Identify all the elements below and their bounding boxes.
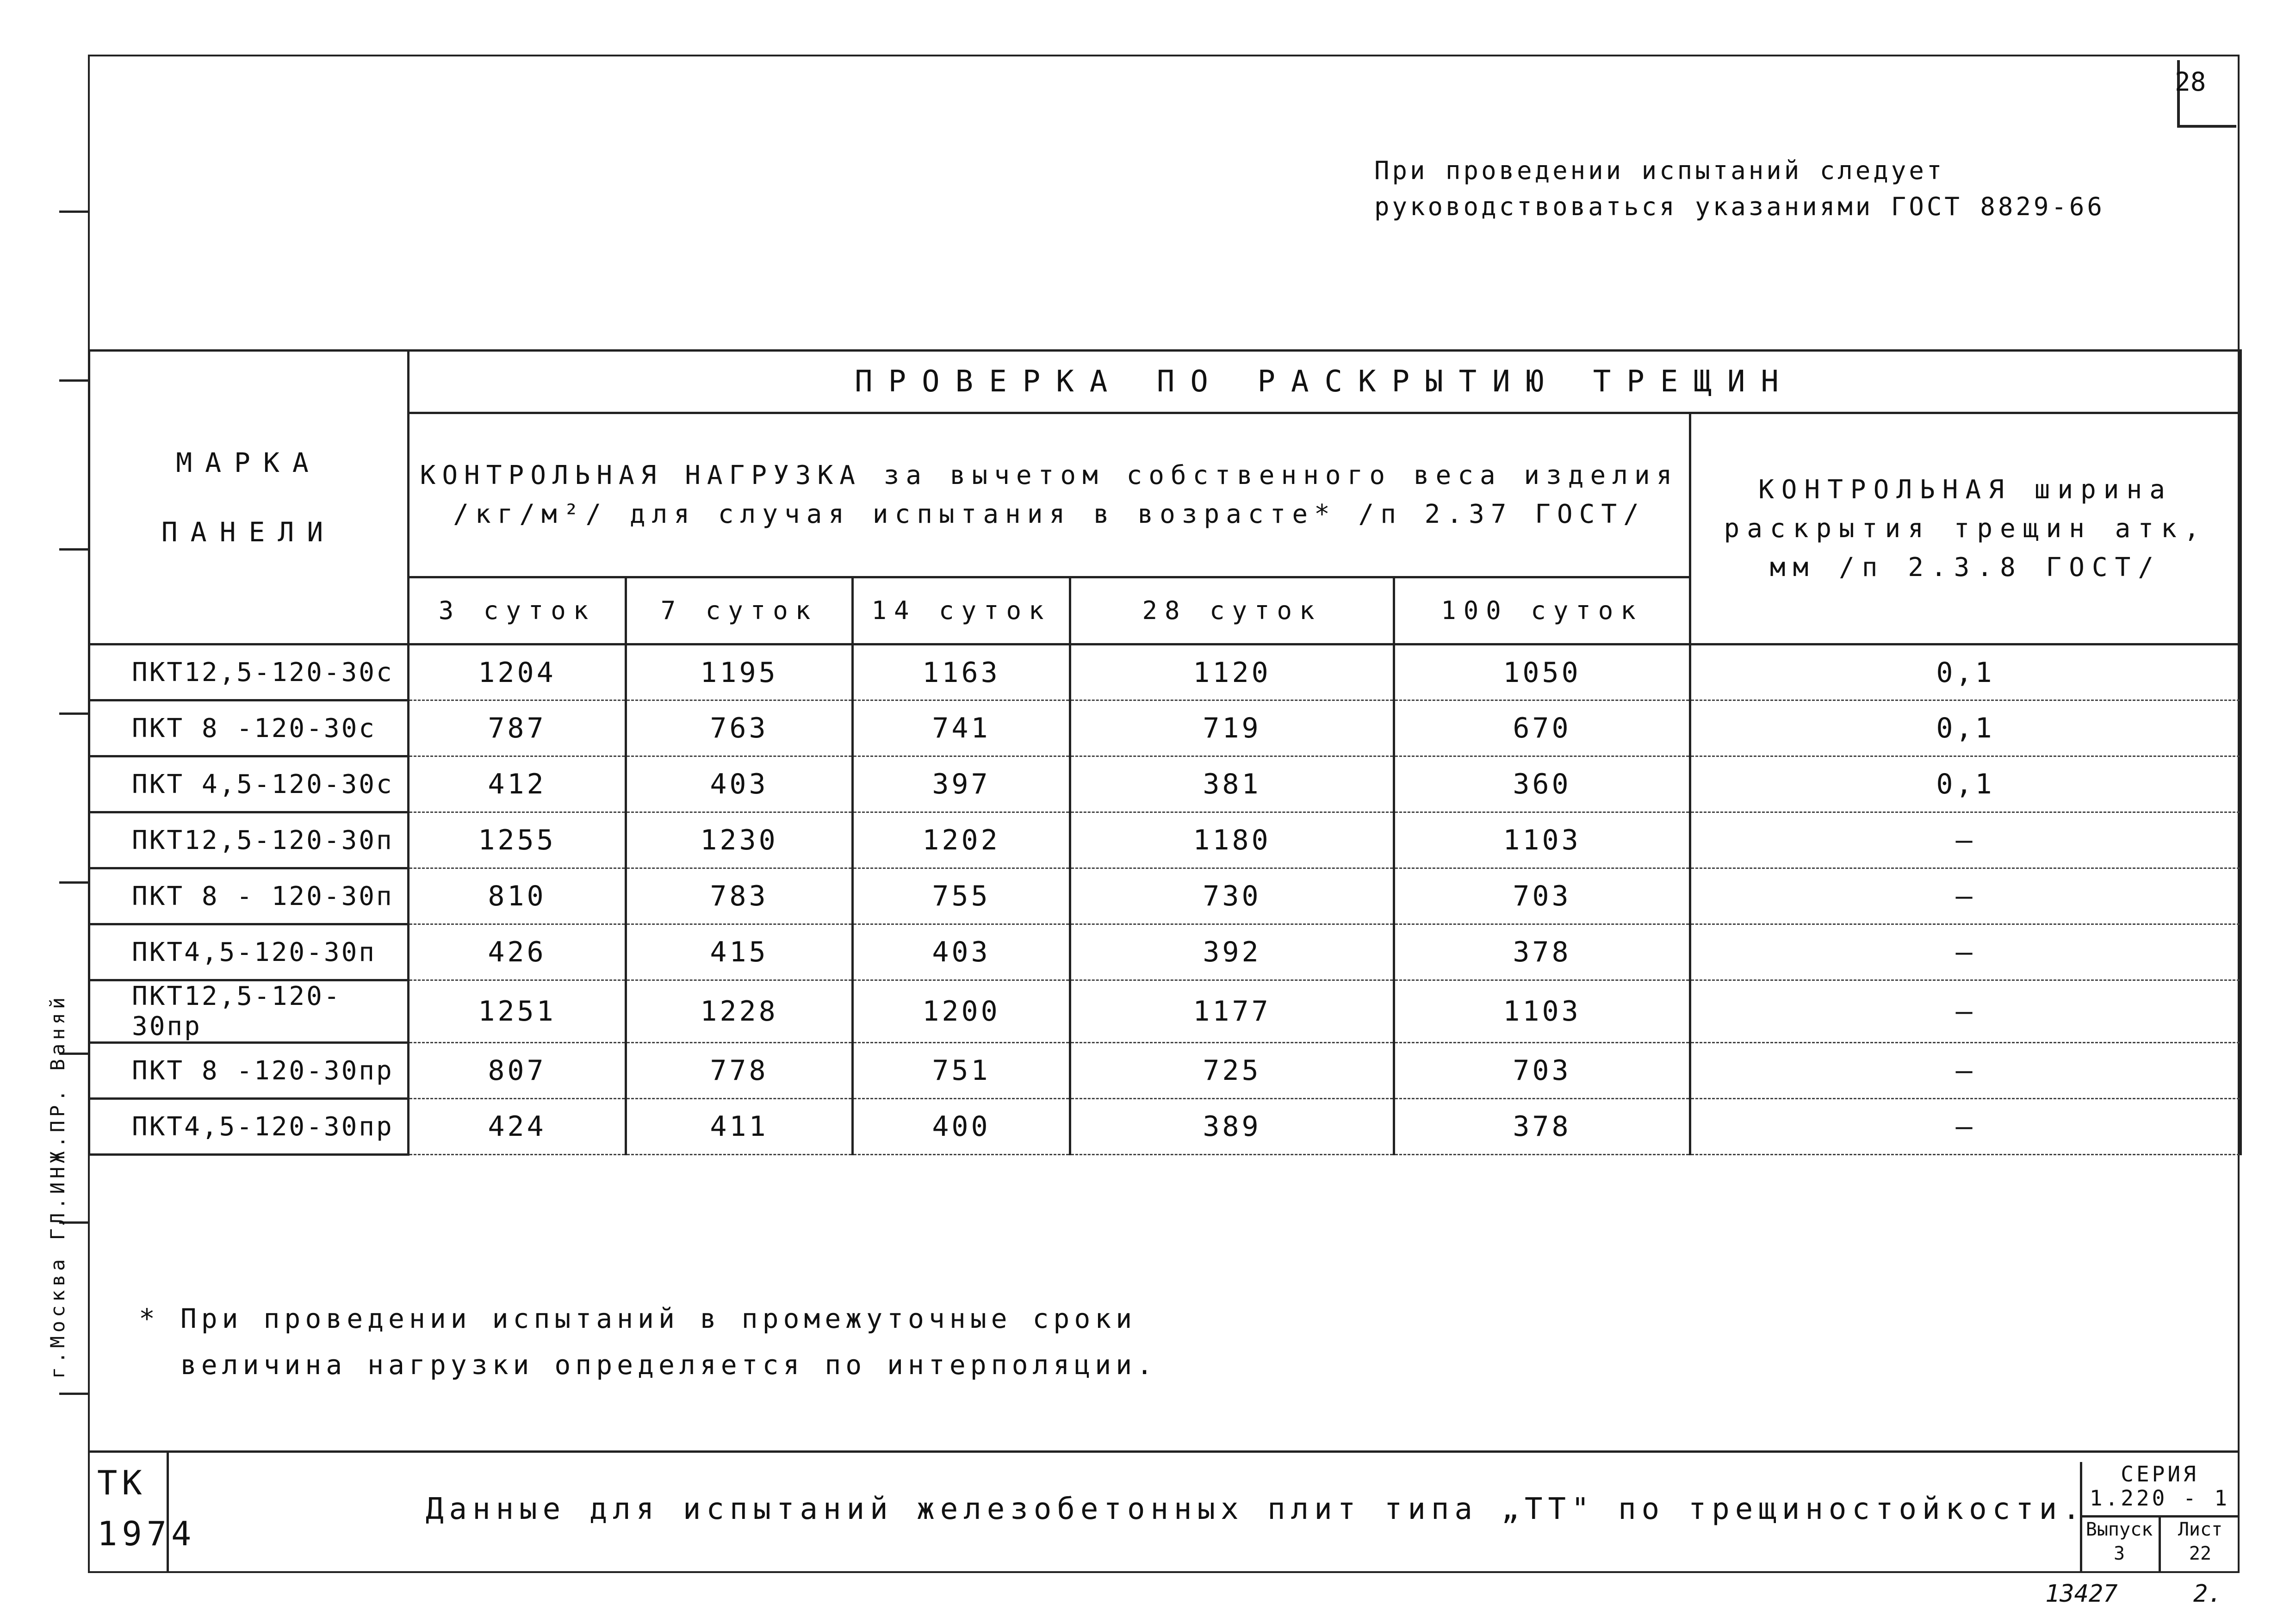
load-value: 751 (853, 1043, 1070, 1099)
side-stamp: г.Москва ГЛ.ИНЖ.ПР. Ваняй (46, 993, 69, 1379)
stamp-series (2080, 1462, 2240, 1518)
footnote: * При проведении испытаний в промежуточные сроки величина нагрузки определяется по интерполяции. (139, 1303, 1158, 1381)
load-value: 755 (853, 868, 1070, 924)
load-value: 400 (853, 1099, 1070, 1155)
load-value: 703 (1394, 868, 1690, 924)
issue-label: Выпуск (2085, 1519, 2153, 1540)
load-value: 1255 (409, 812, 626, 868)
header-marka: МАРКА ПАНЕЛИ (89, 351, 409, 644)
load-value: 1202 (853, 812, 1070, 868)
series-label: СЕРИЯ (2121, 1462, 2199, 1487)
margin-tick (59, 712, 88, 715)
panel-mark: ПКТ12,5-120-30п (89, 812, 409, 868)
header-day: 14 суток (853, 577, 1070, 644)
header-title: ПРОВЕРКА ПО РАСКРЫТИЮ ТРЕЩИН (409, 351, 2241, 413)
document-title: Данные для испытаний железобетонных плит типа „ТТ" по трещиностойкости. (426, 1492, 2086, 1526)
load-value: 426 (409, 924, 626, 980)
load-value: 741 (853, 700, 1070, 756)
load-value: 1251 (409, 980, 626, 1043)
sheet-value: 22 (2189, 1543, 2212, 1564)
load-value: 378 (1394, 924, 1690, 980)
load-value: 1120 (1070, 644, 1394, 700)
header-day: 100 суток (1394, 577, 1690, 644)
panel-mark: ПКТ 8 -120-30с (89, 700, 409, 756)
issue-value: 3 (2113, 1543, 2125, 1564)
crack-test-table (88, 349, 2242, 1156)
load-value: 730 (1070, 868, 1394, 924)
load-value: 670 (1394, 700, 1690, 756)
panel-mark: ПКТ4,5-120-30п (89, 924, 409, 980)
load-value: 392 (1070, 924, 1394, 980)
sheet-label: Лист (2178, 1519, 2223, 1540)
load-value: 360 (1394, 756, 1690, 812)
margin-tick (59, 211, 88, 213)
crack-width: 0,1 (1690, 700, 2241, 756)
load-value: 783 (626, 868, 853, 924)
margin-tick (59, 881, 88, 884)
load-value: 810 (409, 868, 626, 924)
load-value: 1103 (1394, 980, 1690, 1043)
crack-width: — (1690, 980, 2241, 1043)
load-value: 725 (1070, 1043, 1394, 1099)
load-value: 763 (626, 700, 853, 756)
margin-tick (59, 379, 88, 382)
panel-mark: ПКТ 8 -120-30пр (89, 1043, 409, 1099)
load-value: 1103 (1394, 812, 1690, 868)
header-load: КОНТРОЛЬНАЯ НАГРУЗКА за вычетом собственного веса изделия /кг/м²/ для случая испытания в возрасте* /п 2.37 ГОСТ/ (409, 413, 1690, 577)
table-row (89, 980, 2241, 1043)
load-value: 1195 (626, 644, 853, 700)
margin-tick (59, 548, 88, 551)
archive-number: 13427 (2045, 1580, 2118, 1608)
table-row (89, 644, 2241, 700)
panel-mark: ПКТ 8 - 120-30п (89, 868, 409, 924)
load-value: 389 (1070, 1099, 1394, 1155)
crack-width: — (1690, 868, 2241, 924)
table-row (89, 812, 2241, 868)
panel-mark: ПКТ4,5-120-30пр (89, 1099, 409, 1155)
stamp-sheet (2161, 1518, 2240, 1573)
load-value: 1177 (1070, 980, 1394, 1043)
crack-width: — (1690, 1043, 2241, 1099)
header-day: 7 суток (626, 577, 853, 644)
table-row (89, 868, 2241, 924)
margin-tick (59, 1393, 88, 1395)
load-value: 424 (409, 1099, 626, 1155)
load-value: 1204 (409, 644, 626, 700)
header-day: 28 суток (1070, 577, 1394, 644)
load-value: 1228 (626, 980, 853, 1043)
panel-mark: ПКТ12,5-120-30пр (89, 980, 409, 1043)
panel-mark: ПКТ12,5-120-30с (89, 644, 409, 700)
crack-width: — (1690, 924, 2241, 980)
load-value: 378 (1394, 1099, 1690, 1155)
header-width: КОНТРОЛЬНАЯ ширина раскрытия трещин aтк, мм /п 2.3.8 ГОСТ/ (1690, 413, 2241, 644)
panel-mark: ПКТ 4,5-120-30с (89, 756, 409, 812)
table-row (89, 1099, 2241, 1155)
load-value: 381 (1070, 756, 1394, 812)
crack-width: — (1690, 812, 2241, 868)
archive-number-2: 2. (2193, 1580, 2222, 1608)
table-row (89, 1043, 2241, 1099)
instruction-note: При проведении испытаний следует руководствоваться указаниями ГОСТ 8829-66 (1374, 156, 2105, 221)
load-value: 1200 (853, 980, 1070, 1043)
table-row (89, 924, 2241, 980)
load-value: 703 (1394, 1043, 1690, 1099)
stamp-issue (2080, 1518, 2161, 1573)
crack-width: — (1690, 1099, 2241, 1155)
load-value: 403 (853, 924, 1070, 980)
table-row (89, 700, 2241, 756)
sheet-number: 28 (2175, 67, 2206, 97)
load-value: 411 (626, 1099, 853, 1155)
load-value: 1163 (853, 644, 1070, 700)
series-value: 1.220 - 1 (2089, 1486, 2230, 1511)
header-day: 3 суток (409, 577, 626, 644)
table-row (89, 756, 2241, 812)
load-value: 719 (1070, 700, 1394, 756)
load-value: 412 (409, 756, 626, 812)
load-value: 397 (853, 756, 1070, 812)
load-value: 778 (626, 1043, 853, 1099)
load-value: 807 (409, 1043, 626, 1099)
load-value: 1050 (1394, 644, 1690, 700)
load-value: 1230 (626, 812, 853, 868)
load-value: 1180 (1070, 812, 1394, 868)
load-value: 415 (626, 924, 853, 980)
crack-width: 0,1 (1690, 756, 2241, 812)
load-value: 403 (626, 756, 853, 812)
tk-code: ТК 1974 (97, 1463, 196, 1553)
crack-width: 0,1 (1690, 644, 2241, 700)
load-value: 787 (409, 700, 626, 756)
